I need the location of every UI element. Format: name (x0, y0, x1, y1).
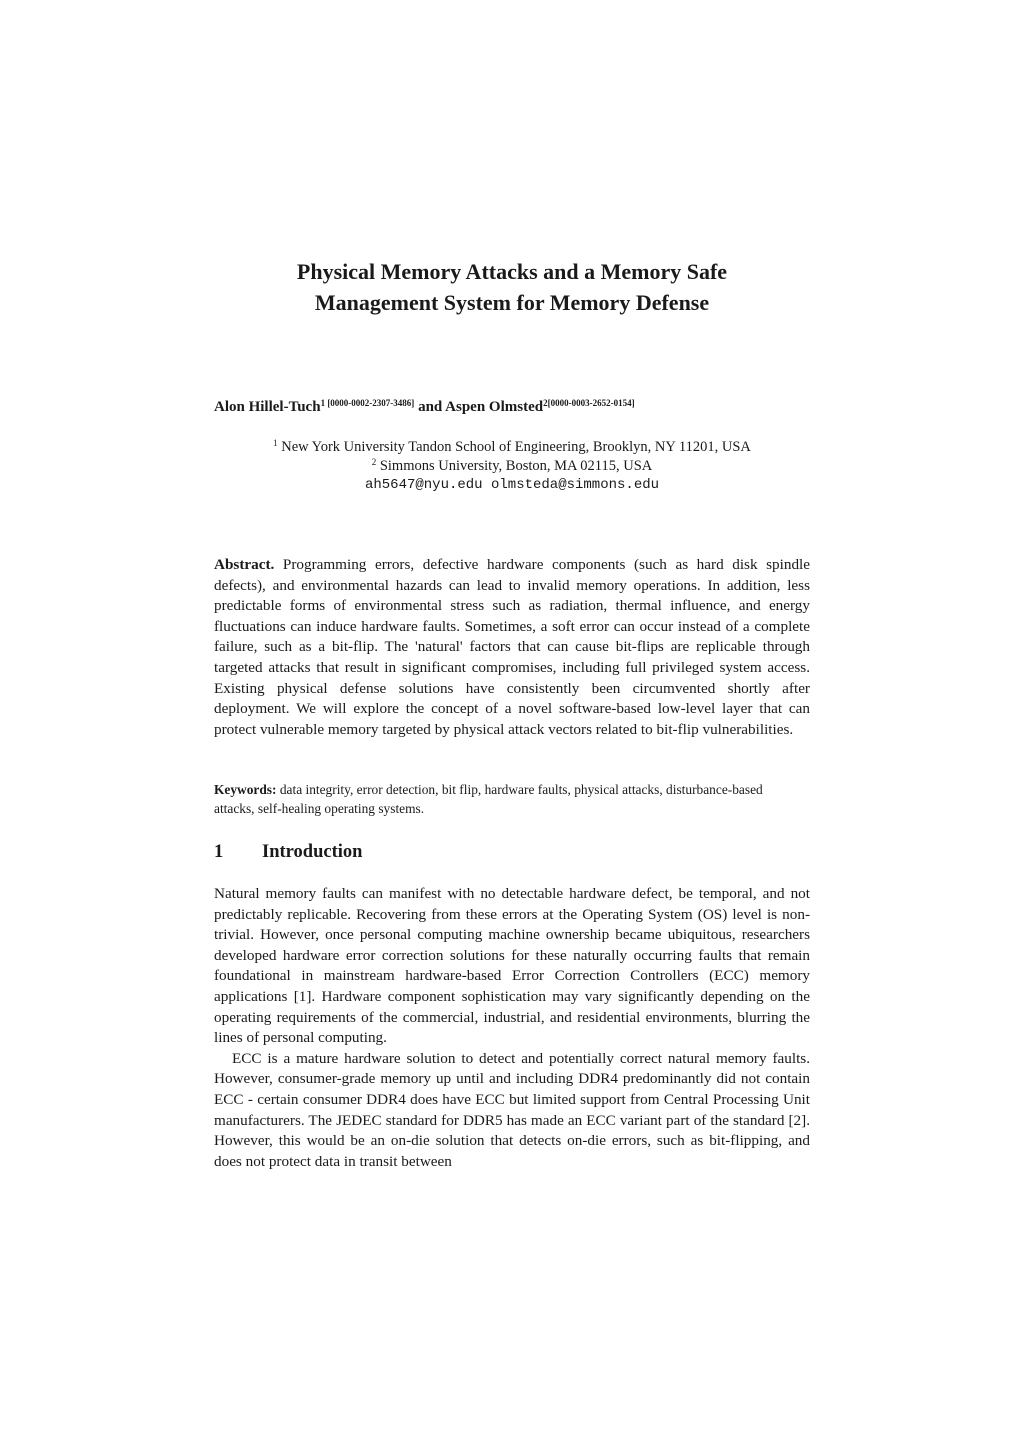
abstract-text: Programming errors, defective hardware components (such as hard disk spindle defects), and environmental hazards can lead to invalid memory operations. In addition, less predictable forms of environmental stress such as radiation, thermal influence, and energy fluctuations can induce hardware faults. Sometimes, a soft error can occur instead of a complete failure, such as a bit-flip. The 'natural' factors that can cause bit-flips are replicable through targeted attacks that result in significant compromises, including full privileged system access. Existing physical defense solutions have consistently been circumvented shortly after deployment. We will explore the concept of a novel software-based low-level layer that can protect vulnerable memory targeted by physical attack vectors related to bit-flip vulnerabilities. (214, 556, 810, 738)
title-line-2: Management System for Memory Defense (314, 290, 710, 315)
author-joiner: and (414, 399, 446, 415)
affiliation-2 (214, 457, 810, 476)
section-heading (214, 839, 810, 865)
paper-title (214, 256, 810, 318)
author-2-name: Aspen Olmsted (445, 399, 544, 415)
author-1-orcid: 1 [0000-0002-2307-3486] (320, 398, 415, 408)
abstract (214, 555, 810, 740)
affiliation-2-text: Simmons University, Boston, MA 02115, USA (376, 458, 653, 474)
affiliation-1 (214, 438, 810, 457)
paragraph-1: Natural memory faults can manifest with no detectable hardware defect, be temporal, and not predictably replicable. Recovering from these errors at the Operating System (OS) level is non-trivial. However, once personal computing machine ownership became ubiquitous, researchers developed hardware error correction solutions for these naturally occurring faults that remain foundational in mainstream hardware-based Error Correction Controllers (ECC) memory applications [1]. Hardware component sophistication may vary significantly depending on the operating requirements of the commercial, industrial, and residential environments, blurring the lines of personal computing. (214, 885, 810, 1047)
author-emails: ah5647@nyu.edu olmsteda@simmons.edu (364, 477, 660, 493)
keywords-label: Keywords: (214, 782, 277, 797)
author-2-orcid: 2[0000-0003-2652-0154] (543, 398, 635, 408)
affiliation-1-text: New York University Tandon School of Engineering, Brooklyn, NY 11201, USA (277, 439, 751, 455)
keywords (214, 780, 774, 818)
affiliation-1-mark: 1 (273, 438, 278, 448)
paragraph-2: ECC is a mature hardware solution to detect and potentially correct natural memory faults. However, consumer-grade memory up until and including DDR4 predominantly did not contain ECC - certain consumer DDR4 does have ECC but limited support from Central Processing Unit manufacturers. The JEDEC standard for DDR5 has made an ECC variant part of the standard [2]. However, this would be an on-die solution that detects on-die errors, such as bit-flipping, and does not protect data in transit between (214, 1049, 810, 1170)
title-line-1: Physical Memory Attacks and a Memory Safe (296, 259, 728, 284)
keywords-text: data integrity, error detection, bit flip, hardware faults, physical attacks, disturbance-based attacks, self-healing operating systems. (214, 782, 763, 816)
section-body (214, 884, 810, 1172)
author-1-name: Alon Hillel-Tuch (214, 399, 321, 415)
author-list (214, 397, 810, 417)
section-number: 1 (214, 842, 224, 862)
affiliation-2-mark: 2 (371, 457, 377, 467)
section-title: Introduction (262, 842, 363, 862)
abstract-label: Abstract. (214, 556, 275, 573)
affiliations (214, 438, 810, 495)
